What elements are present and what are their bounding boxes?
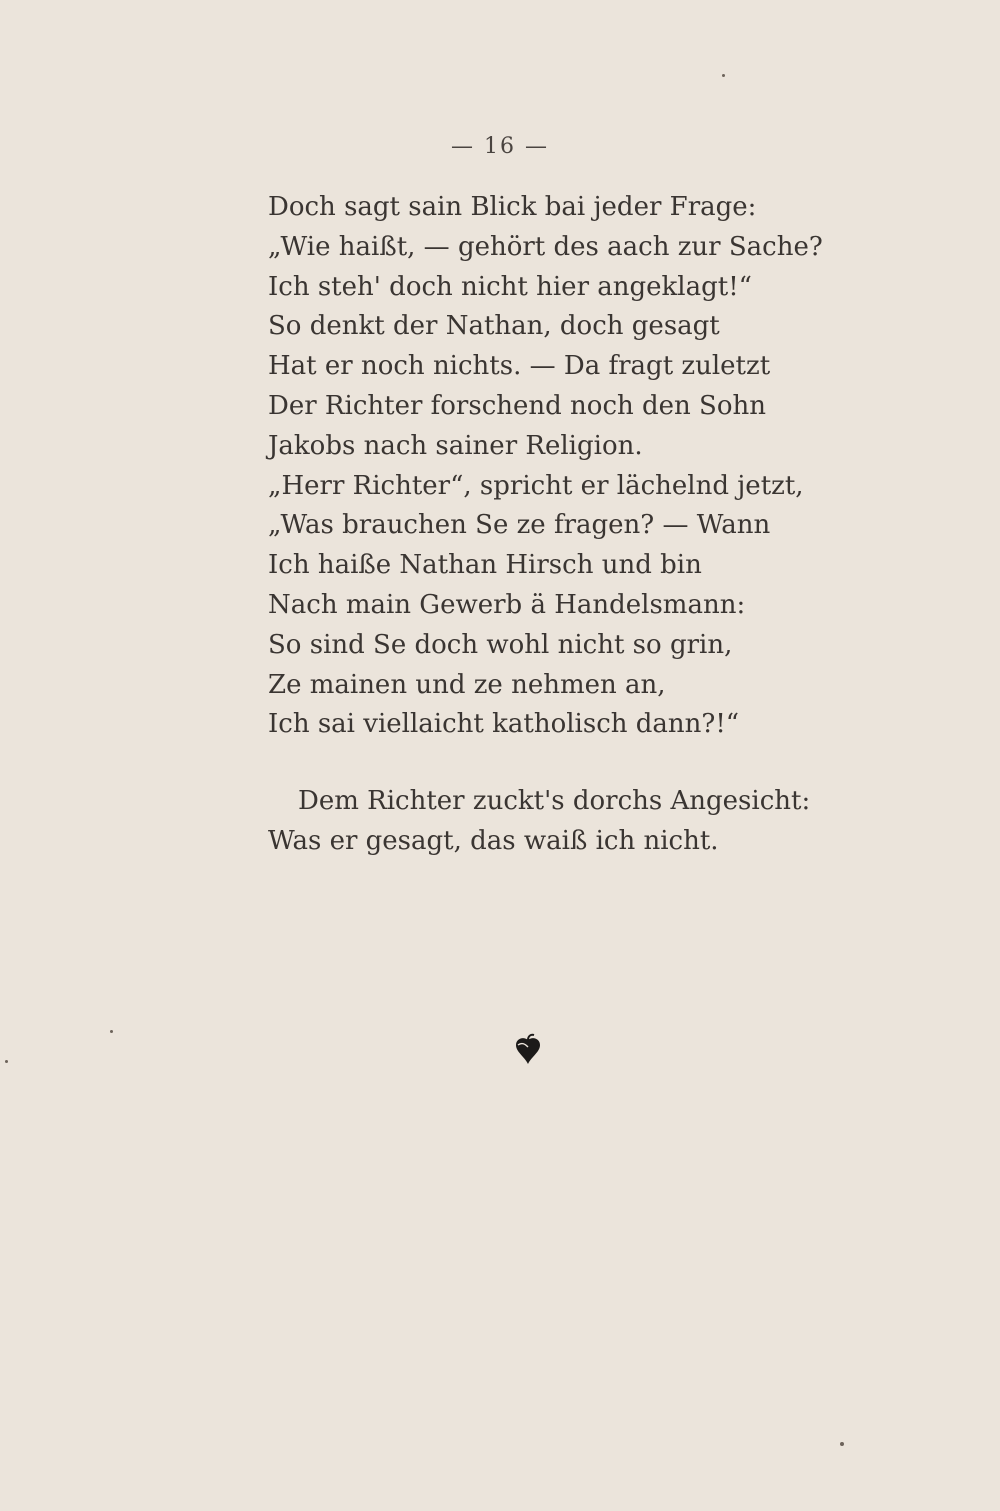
- paper-speck: [110, 1030, 113, 1033]
- poem-line: Dem Richter zuckt's dorchs Angesicht:: [298, 786, 811, 816]
- poem-line: „Was brauchen Se ze fragen? — Wann: [268, 510, 771, 541]
- poem-line: Was er gesagt, das waiß ich nicht.: [268, 825, 719, 856]
- poem-line: Nach main Gewerb ä Handelsmann:: [268, 589, 746, 620]
- poem-line: Der Richter forschend noch den Sohn: [268, 390, 767, 421]
- poem-line: Hat er noch nichts. — Da fragt zuletzt: [268, 351, 771, 382]
- poem-line: „Herr Richter“, spricht er lächelnd jetzt,: [268, 470, 804, 501]
- poem-line: Ich sai viellaicht katholisch dann?!“: [268, 709, 740, 740]
- poem-line: So sind Se doch wohl nicht so grin,: [268, 629, 733, 660]
- poem-line: So denkt der Nathan, doch gesagt: [268, 311, 720, 342]
- paper-speck: [5, 1060, 8, 1063]
- poem-stanza-1: [268, 188, 868, 745]
- paper-speck: [722, 74, 725, 77]
- poem-stanza-2: [268, 782, 868, 862]
- poem-line: Ze mainen und ze nehmen an,: [268, 669, 666, 700]
- poem-line: Ich steh' doch nicht hier angeklagt!“: [268, 271, 752, 302]
- poem-line: Doch sagt sain Blick bai jeder Frage:: [268, 192, 757, 222]
- poem-line: „Wie haißt, — gehört des aach zur Sache?: [268, 231, 823, 262]
- fleuron-icon: [510, 1032, 546, 1068]
- paper-speck: [840, 1442, 844, 1446]
- page-number: — 16 —: [451, 134, 549, 159]
- poem-line: Ich haiße Nathan Hirsch und bin: [268, 550, 702, 581]
- poem-line: Jakobs nach sainer Religion.: [268, 430, 643, 461]
